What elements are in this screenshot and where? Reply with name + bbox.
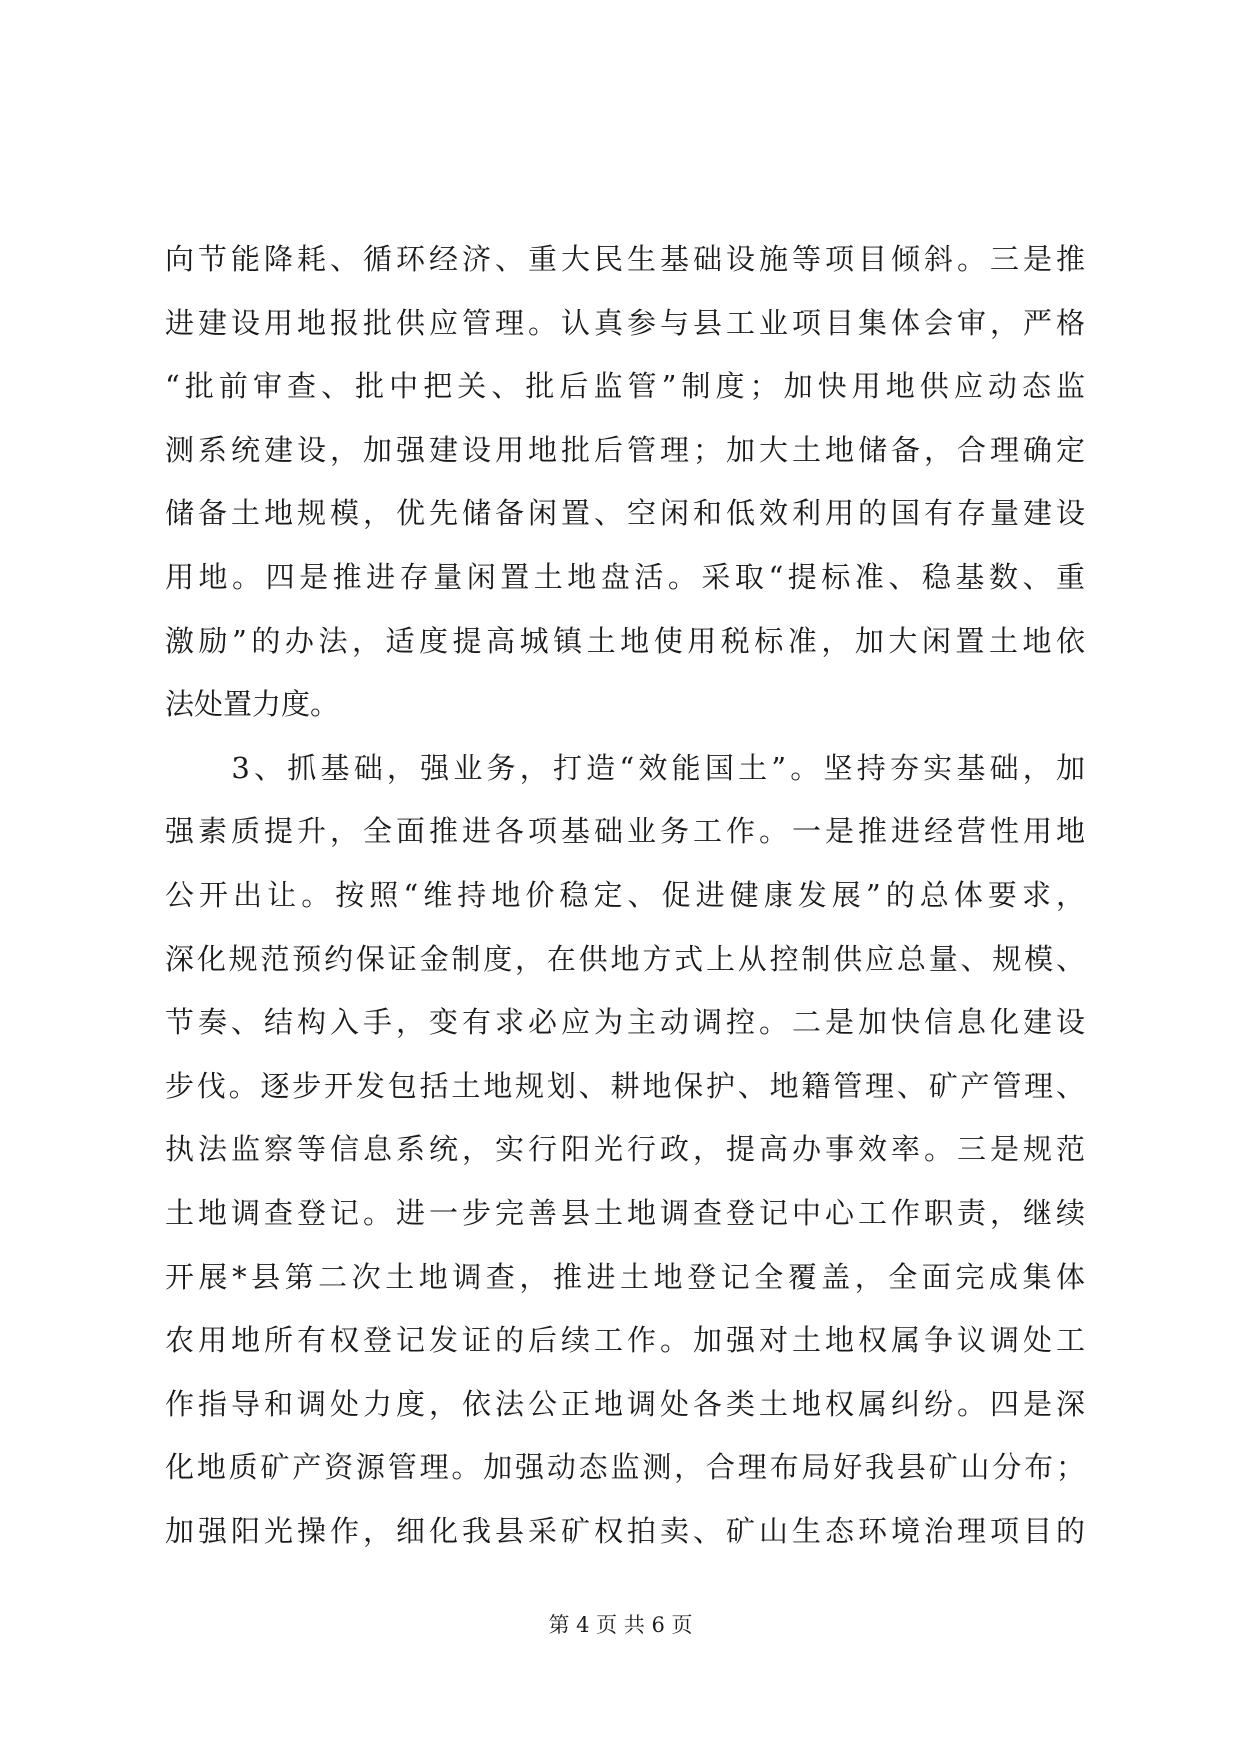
text-line-2: 进建设用地报批供应管理。认真参与县工业项目集体会审，严格	[165, 305, 1085, 340]
text-line-19: 作指导和调处力度，依法公正地调处各类土地权属纠纷。四是深	[165, 1386, 1085, 1421]
text-line-8: 法处置力度。	[165, 687, 340, 722]
text-line-9: 3、抓基础，强业务，打造“效能国土”。坚持夯实基础，加	[165, 750, 1085, 785]
text-line-15: 执法监察等信息系统，实行阳光行政，提高办事效率。三是规范	[165, 1132, 1085, 1167]
body-text	[165, 228, 1085, 1563]
text-line-18: 农用地所有权登记发证的后续工作。加强对土地权属争议调处工	[165, 1323, 1085, 1358]
text-line-14: 步伐。逐步开发包括土地规划、耕地保护、地籍管理、矿产管理、	[165, 1068, 1085, 1103]
text-line-11: 公开出让。按照“维持地价稳定、促进健康发展”的总体要求，	[165, 877, 1085, 912]
page-footer: 第 4 页 共 6 页	[548, 1613, 693, 1637]
text-line-13: 节奏、结构入手，变有求必应为主动调控。二是加快信息化建设	[165, 1005, 1085, 1040]
text-line-10: 强素质提升，全面推进各项基础业务工作。一是推进经营性用地	[165, 814, 1085, 849]
text-line-5: 储备土地规模，优先储备闲置、空闲和低效利用的国有存量建设	[165, 496, 1085, 531]
text-line-21: 加强阳光操作，细化我县采矿权拍卖、矿山生态环境治理项目的	[165, 1513, 1085, 1548]
text-line-20: 化地质矿产资源管理。加强动态监测，合理布局好我县矿山分布；	[165, 1450, 1085, 1485]
text-line-7: 激励”的办法，适度提高城镇土地使用税标准，加大闲置土地依	[165, 623, 1085, 658]
text-line-12: 深化规范预约保证金制度，在供地方式上从控制供应总量、规模、	[165, 941, 1085, 976]
text-line-6: 用地。四是推进存量闲置土地盘活。采取“提标准、稳基数、重	[165, 559, 1085, 594]
text-line-16: 土地调查登记。进一步完善县土地调查登记中心工作职责，继续	[165, 1195, 1085, 1230]
text-line-17: 开展*县第二次土地调查，推进土地登记全覆盖，全面完成集体	[165, 1259, 1085, 1294]
text-line-4: 测系统建设，加强建设用地批后管理；加大土地储备，合理确定	[165, 432, 1085, 467]
text-line-3: “批前审查、批中把关、批后监管”制度；加快用地供应动态监	[165, 369, 1085, 404]
text-line-1: 向节能降耗、循环经济、重大民生基础设施等项目倾斜。三是推	[165, 242, 1085, 276]
